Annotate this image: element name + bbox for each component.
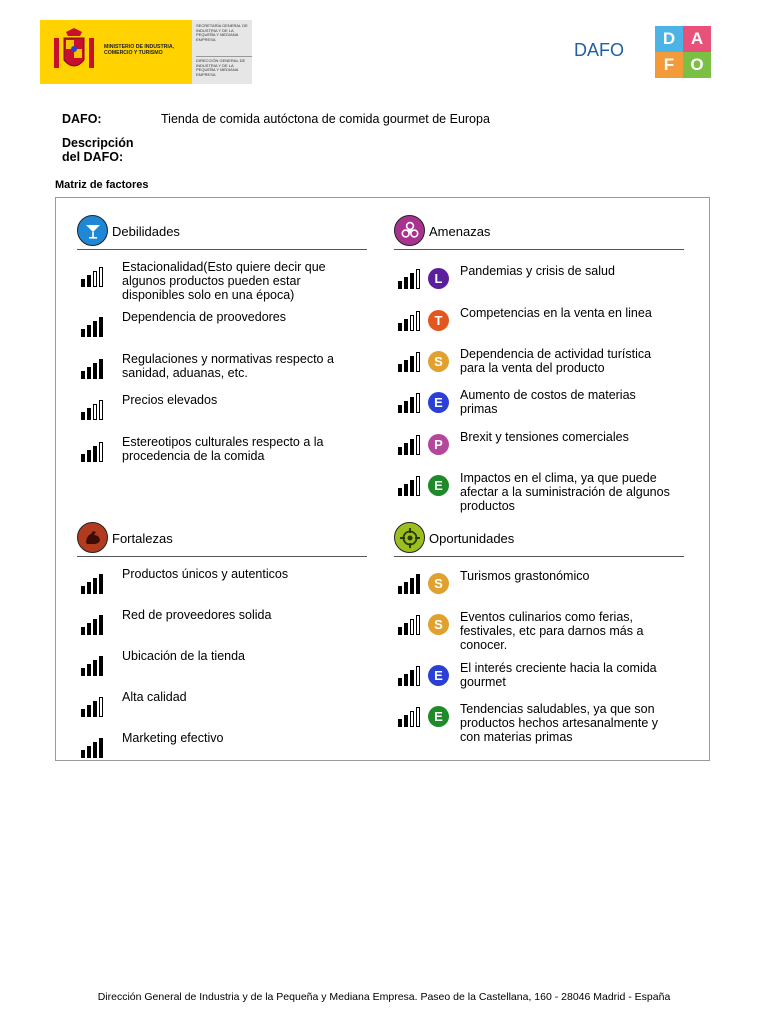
factor-text-line: Dependencia de actividad turística (460, 347, 652, 361)
signal-bar (398, 488, 402, 496)
signal-bar (93, 321, 97, 337)
fortalezas-signal-bars-icon (81, 738, 107, 758)
factor-text-line: Productos únicos y autenticos (122, 567, 289, 581)
signal-bar (93, 271, 97, 287)
signal-bar (404, 277, 408, 289)
signal-bar (93, 404, 97, 420)
signal-bar (99, 615, 103, 635)
signal-bar (99, 656, 103, 676)
signal-bar (87, 582, 91, 594)
amenazas-factor-text (460, 264, 685, 278)
factor-text-line: Red de proveedores solida (122, 608, 272, 622)
debilidades-factor-text (122, 260, 347, 302)
oportunidades-title: Oportunidades (429, 531, 515, 546)
pestel-badge-e: E (428, 665, 449, 686)
debilidades-factor-text (122, 393, 347, 407)
signal-bar (398, 447, 402, 455)
signal-bar (410, 439, 414, 455)
ministry-logo (40, 20, 252, 84)
factor-text-line: Aumento de costos de materias (460, 388, 636, 402)
factor-text-line: Pandemias y crisis de salud (460, 264, 615, 278)
signal-bar (410, 619, 414, 635)
signal-bar (404, 715, 408, 727)
debilidades-factor-text (122, 435, 347, 463)
amenazas-header (394, 213, 684, 250)
debilidades-factor-text (122, 352, 347, 380)
signal-bar (410, 356, 414, 372)
oportunidades-header (394, 520, 684, 557)
signal-bar (398, 323, 402, 331)
debilidades-header (77, 213, 367, 250)
signal-bar (87, 746, 91, 758)
debilidades-signal-bars-icon (81, 359, 107, 379)
signal-bar (87, 408, 91, 420)
fortalezas-signal-bars-icon (81, 615, 107, 635)
signal-bar (398, 364, 402, 372)
coat-of-arms-icon (52, 26, 96, 78)
signal-bar (93, 701, 97, 717)
factor-text-line: Precios elevados (122, 393, 218, 407)
signal-bar (404, 443, 408, 455)
dafo-logo-letter-a: A (683, 26, 711, 52)
doc-title: DAFO (574, 40, 625, 60)
signal-bar (404, 674, 408, 686)
factor-text-line: Eventos culinarios como ferias, (460, 610, 633, 624)
fortalezas-factor-text (122, 690, 347, 704)
signal-bar (404, 360, 408, 372)
secretaria-name: SECRETARÍA GENERAL DE INDUSTRIA Y DE LA PEQUEÑA Y MEDIANA EMPRESA (196, 23, 248, 42)
factor-text-line: Brexit y tensiones comerciales (460, 430, 629, 444)
signal-bar (416, 476, 420, 496)
flexed-arm-icon (77, 522, 108, 553)
amenazas-factor-text (460, 306, 685, 320)
signal-bar (81, 412, 85, 420)
amenazas-factor-text (460, 347, 685, 375)
factor-text-line: Ubicación de la tienda (122, 649, 245, 663)
signal-bar (404, 401, 408, 413)
factor-text-line: gourmet (460, 675, 506, 689)
signal-bar (99, 267, 103, 287)
description-label-line2: del DAFO: (62, 150, 124, 164)
signal-bar (404, 582, 408, 594)
signal-bar (404, 319, 408, 331)
footer-address: Dirección General de Industria y de la Pequeña y Mediana Empresa. Paseo de la Castellana, 160 - 28046 Madrid - España (97, 991, 671, 1003)
signal-bar (99, 574, 103, 594)
pestel-badge-s: S (428, 573, 449, 594)
amenazas-signal-bars-icon (398, 352, 424, 372)
signal-bar (99, 697, 103, 717)
signal-bar (99, 317, 103, 337)
signal-bar (410, 397, 414, 413)
fortalezas-signal-bars-icon (81, 656, 107, 676)
signal-bar (93, 742, 97, 758)
signal-bar (416, 666, 420, 686)
signal-bar (87, 705, 91, 717)
factor-matrix (55, 197, 710, 761)
factor-text-line: El interés creciente hacia la comida (460, 661, 657, 675)
oportunidades-factor-text (460, 661, 685, 689)
signal-bar (404, 623, 408, 635)
signal-bar (99, 359, 103, 379)
signal-bar (398, 678, 402, 686)
signal-bar (81, 627, 85, 635)
signal-bar (93, 446, 97, 462)
dafo-value: Tienda de comida autóctona de comida gourmet de Europa (161, 112, 490, 126)
signal-bar (416, 311, 420, 331)
factor-text-line: Estacionalidad(Esto quiere decir que (122, 260, 326, 274)
amenazas-factor-text (460, 388, 685, 416)
signal-bar (87, 623, 91, 635)
signal-bar (416, 393, 420, 413)
signal-bar (398, 586, 402, 594)
factor-text-line: primas (460, 402, 498, 416)
fortalezas-factor-text (122, 567, 347, 581)
signal-bar (410, 670, 414, 686)
amenazas-factor-text (460, 471, 685, 513)
dafo-logo (655, 26, 711, 78)
oportunidades-signal-bars-icon (398, 707, 424, 727)
signal-bar (87, 275, 91, 287)
factor-text-line: Competencias en la venta en linea (460, 306, 652, 320)
signal-bar (410, 578, 414, 594)
signal-bar (81, 329, 85, 337)
signal-bar (410, 480, 414, 496)
debilidades-signal-bars-icon (81, 317, 107, 337)
signal-bar (93, 578, 97, 594)
pestel-badge-s: S (428, 614, 449, 635)
pestel-badge-p: P (428, 434, 449, 455)
signal-bar (416, 435, 420, 455)
debilidades-signal-bars-icon (81, 442, 107, 462)
fortalezas-factor-text (122, 608, 347, 622)
signal-bar (410, 315, 414, 331)
quadrant-amenazas (394, 213, 684, 513)
signal-bar (93, 363, 97, 379)
amenazas-signal-bars-icon (398, 269, 424, 289)
quadrant-fortalezas (77, 520, 367, 745)
factor-text-line: sanidad, aduanas, etc. (122, 366, 248, 380)
signal-bar (416, 574, 420, 594)
signal-bar (416, 352, 420, 372)
amenazas-signal-bars-icon (398, 476, 424, 496)
amenazas-signal-bars-icon (398, 435, 424, 455)
dafo-label: DAFO: (62, 112, 102, 126)
direccion-name: DIRECCIÓN GENERAL DE INDUSTRIA Y DE LA PEQUEÑA Y MEDIANA EMPRESA (196, 56, 252, 77)
pestel-badge-e: E (428, 475, 449, 496)
factor-text-line: conocer. (460, 638, 508, 652)
oportunidades-signal-bars-icon (398, 666, 424, 686)
signal-bar (99, 738, 103, 758)
signal-bar (398, 405, 402, 413)
fortalezas-title: Fortalezas (112, 531, 173, 546)
matrix-title: Matriz de factores (55, 179, 149, 191)
signal-bar (87, 450, 91, 462)
signal-bar (93, 619, 97, 635)
factor-text-line: Alta calidad (122, 690, 187, 704)
signal-bar (81, 279, 85, 287)
dafo-logo-letter-o: O (683, 52, 711, 78)
factor-text-line: procedencia de la comida (122, 449, 265, 463)
dafo-logo-letter-d: D (655, 26, 683, 52)
signal-bar (93, 660, 97, 676)
factor-text-line: productos (460, 499, 515, 513)
factor-text-line: afectar a la suministración de algunos (460, 485, 670, 499)
fortalezas-signal-bars-icon (81, 697, 107, 717)
signal-bar (410, 711, 414, 727)
factor-text-line: Regulaciones y normativas respecto a (122, 352, 334, 366)
fortalezas-signal-bars-icon (81, 574, 107, 594)
amenazas-title: Amenazas (429, 224, 491, 239)
fortalezas-header (77, 520, 367, 557)
signal-bar (398, 627, 402, 635)
signal-bar (81, 371, 85, 379)
oportunidades-factor-text (460, 702, 685, 744)
signal-bar (416, 269, 420, 289)
signal-bar (87, 664, 91, 676)
factor-text-line: productos hechos artesanalmente y (460, 716, 659, 730)
quadrant-debilidades (77, 213, 367, 463)
signal-bar (416, 615, 420, 635)
amenazas-signal-bars-icon (398, 311, 424, 331)
factor-text-line: Impactos en el clima, ya que puede (460, 471, 657, 485)
pestel-badge-t: T (428, 310, 449, 331)
signal-bar (398, 719, 402, 727)
oportunidades-factor-text (460, 610, 685, 652)
fortalezas-factor-text (122, 649, 347, 663)
oportunidades-signal-bars-icon (398, 574, 424, 594)
factor-text-line: Marketing efectivo (122, 731, 224, 745)
signal-bar (87, 325, 91, 337)
signal-bar (398, 281, 402, 289)
debilidades-title: Debilidades (112, 224, 180, 239)
oportunidades-factor-text (460, 569, 685, 583)
signal-bar (404, 484, 408, 496)
signal-bar (410, 273, 414, 289)
factor-text-line: para la venta del producto (460, 361, 605, 375)
fortalezas-factor-text (122, 731, 347, 745)
amenazas-signal-bars-icon (398, 393, 424, 413)
factor-text-line: Dependencia de proovedores (122, 310, 287, 324)
pestel-badge-l: L (428, 268, 449, 289)
factor-text-line: algunos productos pueden estar (122, 274, 301, 288)
factor-text-line: Turismos grastonómico (460, 569, 590, 583)
amenazas-factor-text (460, 430, 685, 444)
signal-bar (416, 707, 420, 727)
signal-bar (99, 442, 103, 462)
signal-bar (81, 709, 85, 717)
factor-text-line: Estereotipos culturales respecto a la (122, 435, 324, 449)
cocktail-glass-icon (77, 215, 108, 246)
signal-bar (81, 586, 85, 594)
pestel-badge-s: S (428, 351, 449, 372)
ministry-name: MINISTERIO DE INDUSTRIA, COMERCIO Y TURISMO (104, 44, 175, 56)
debilidades-signal-bars-icon (81, 267, 107, 287)
factor-text-line: disponibles solo en una época) (122, 288, 295, 302)
oportunidades-signal-bars-icon (398, 615, 424, 635)
pestel-badge-e: E (428, 392, 449, 413)
target-icon (394, 522, 425, 553)
debilidades-factor-text (122, 310, 347, 324)
signal-bar (81, 668, 85, 676)
factor-text-line: festivales, etc para darnos más a (460, 624, 644, 638)
ministry-logo-yellow-panel (40, 20, 192, 84)
debilidades-signal-bars-icon (81, 400, 107, 420)
quadrant-oportunidades (394, 520, 684, 744)
factor-text-line: Tendencias saludables, ya que son (460, 702, 655, 716)
signal-bar (81, 454, 85, 462)
biohazard-icon (394, 215, 425, 246)
pestel-badge-e: E (428, 706, 449, 727)
factor-text-line: con materias primas (460, 730, 573, 744)
description-label-line1: Descripción (62, 136, 134, 150)
signal-bar (87, 367, 91, 379)
signal-bar (81, 750, 85, 758)
dafo-logo-letter-f: F (655, 52, 683, 78)
signal-bar (99, 400, 103, 420)
